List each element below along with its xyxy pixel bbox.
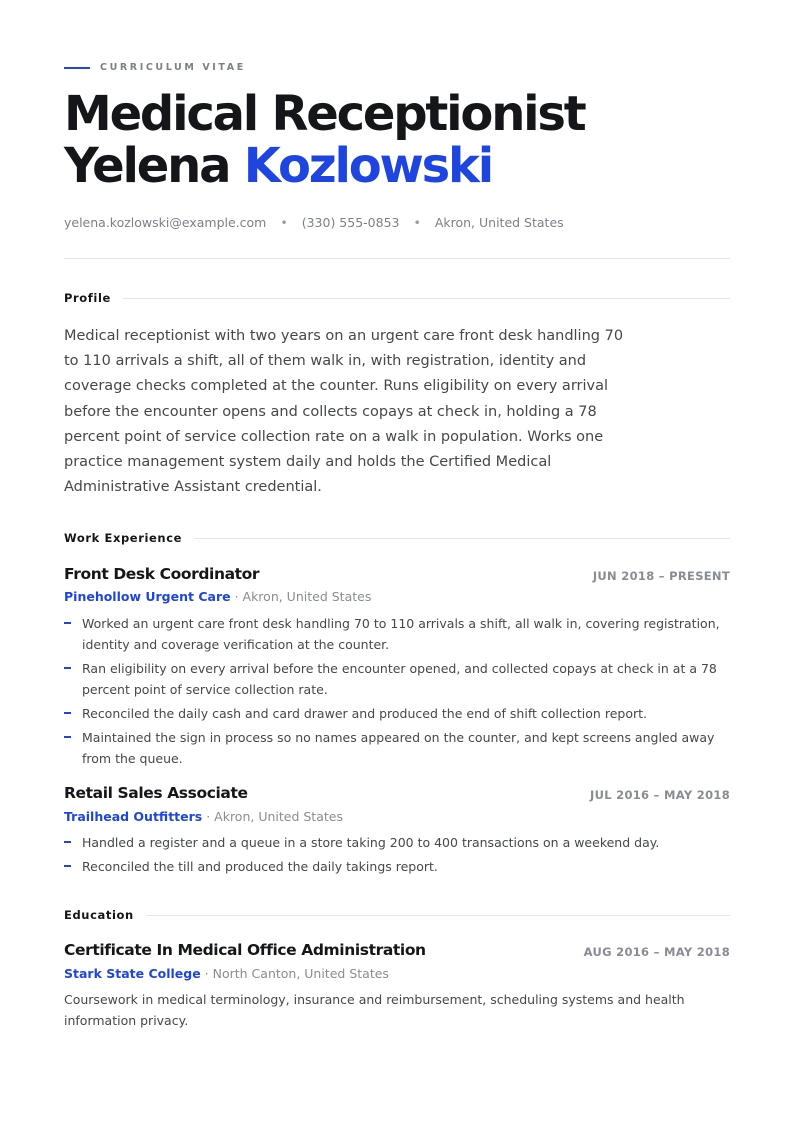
- list-item: Ran eligibility on every arrival before the encounter opened, and collected copays at check in at a 78 percent point of service collection rate.: [64, 658, 730, 700]
- list-item: Worked an urgent care front desk handling 70 to 110 arrivals a shift, all walk in, covering registration, identity and coverage verification at the counter.: [64, 613, 730, 655]
- employer-name: Pinehollow Urgent Care: [64, 589, 231, 604]
- school-name: Stark State College: [64, 966, 201, 981]
- school-location: · North Canton, United States: [200, 966, 389, 981]
- section-rule: [194, 538, 730, 539]
- contact-separator: •: [413, 215, 421, 230]
- section-heading-education: [64, 908, 730, 922]
- bullet-dash: [64, 622, 71, 624]
- job-bullets: [64, 613, 730, 772]
- eyebrow: [64, 62, 246, 73]
- section-rule: [146, 915, 730, 916]
- contact-location: Akron, United States: [434, 215, 564, 230]
- job-dates: JUN 2018 – PRESENT: [592, 569, 730, 583]
- education-dates: AUG 2016 – MAY 2018: [583, 945, 730, 959]
- job-title-entry: Front Desk Coordinator: [64, 565, 260, 583]
- section-label: Work Experience: [64, 531, 183, 545]
- list-item: Handled a register and a queue in a store taking 200 to 400 transactions on a weekend day.: [64, 832, 730, 853]
- job-bullets: [64, 832, 730, 880]
- header-divider: [64, 258, 730, 259]
- job-employer: [64, 809, 343, 824]
- list-item: Reconciled the daily cash and card drawer and produced the end of shift collection report.: [64, 703, 730, 724]
- first-name: Yelena: [64, 138, 230, 194]
- last-name: Kozlowski: [243, 138, 492, 194]
- bullet-dash: [64, 736, 71, 738]
- bullet-dash: [64, 667, 71, 669]
- education-school: [64, 966, 389, 981]
- contact-separator: •: [280, 215, 288, 230]
- eyebrow-rule: [64, 67, 90, 69]
- section-rule: [123, 298, 730, 299]
- education-title: Certificate In Medical Office Administration: [64, 941, 426, 959]
- section-label: Education: [64, 908, 134, 922]
- employer-location: · Akron, United States: [202, 809, 343, 824]
- employer-location: · Akron, United States: [230, 589, 372, 604]
- page-title: [64, 88, 585, 192]
- bullet-dash: [64, 865, 71, 867]
- job-dates: JUL 2016 – MAY 2018: [590, 788, 730, 802]
- job-employer: [64, 589, 371, 604]
- profile-summary: Medical receptionist with two years on an urgent care front desk handling 70 to 110 arrivals a shift, all of them walk in, with registration, identity and coverage checks completed at the counter. Runs eligibility on every arrival before the encounter opens and collects copays at check in, holding a 78 percent point of service collection rate on a walk in population. Works one practice management system daily and holds the Certified Medical Administrative Assistant credential.: [64, 328, 624, 496]
- contact-email[interactable]: yelena.kozlowski@example.com: [64, 215, 267, 230]
- employer-name: Trailhead Outfitters: [64, 809, 203, 824]
- section-heading-profile: [64, 291, 730, 305]
- contact-phone[interactable]: (330) 555-0853: [301, 215, 400, 230]
- list-item: Maintained the sign in process so no names appeared on the counter, and kept screens angled away from the queue.: [64, 727, 730, 769]
- section-heading-experience: [64, 531, 730, 545]
- education-description: Coursework in medical terminology, insurance and reimbursement, scheduling systems and health information privacy.: [64, 992, 685, 1028]
- job-title-entry: Retail Sales Associate: [64, 784, 248, 802]
- section-label: Profile: [64, 291, 111, 305]
- bullet-dash: [64, 712, 71, 714]
- contact-line: [64, 215, 564, 230]
- eyebrow-label: CURRICULUM VITAE: [100, 62, 246, 73]
- candidate-name: [64, 140, 585, 192]
- bullet-dash: [64, 841, 71, 843]
- job-title: Medical Receptionist: [64, 86, 585, 142]
- list-item: Reconciled the till and produced the daily takings report.: [64, 856, 730, 877]
